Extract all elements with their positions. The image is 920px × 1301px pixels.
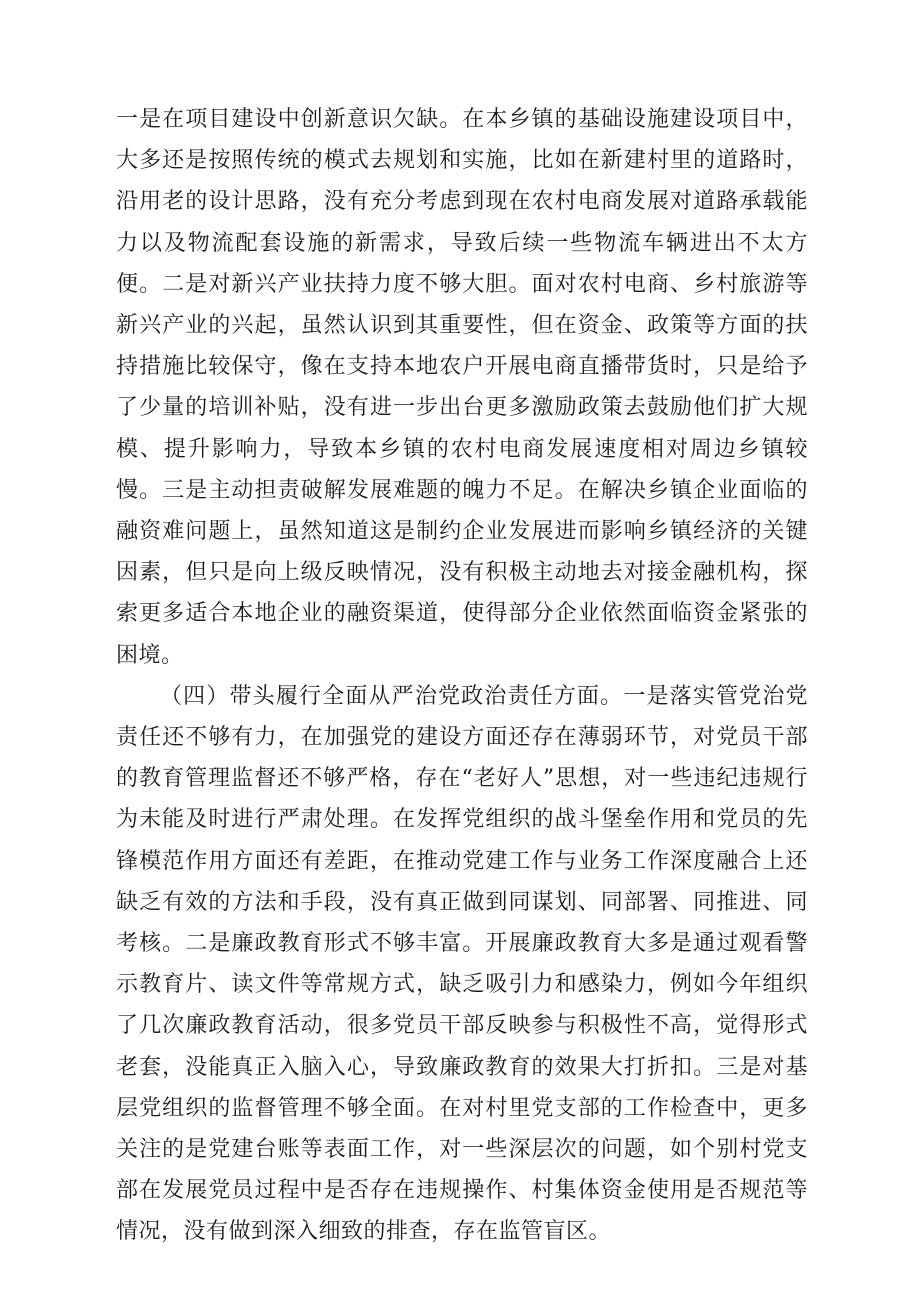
document-body bbox=[116, 99, 808, 1253]
paragraph-continued: 一是在项目建设中创新意识欠缺。在本乡镇的基础设施建设项目中，大多还是按照传统的模式去规划和实施，比如在新建村里的道路时，沿用老的设计思路，没有充分考虑到现在农村电商发展对道路承载能力以及物流配套设施的新需求，导致后续一些物流车辆进出不太方便。二是对新兴产业扶持力度不够大胆。面对农村电商、乡村旅游等新兴产业的兴起，虽然认识到其重要性，但在资金、政策等方面的扶持措施比较保守，像在支持本地农户开展电商直播带货时，只是给予了少量的培训补贴，没有进一步出台更多激励政策去鼓励他们扩大规模、提升影响力，导致本乡镇的农村电商发展速度相对周边乡镇较慢。三是主动担责破解发展难题的魄力不足。在解决乡镇企业面临的融资难问题上，虽然知道这是制约企业发展进而影响乡镇经济的关键因素，但只是向上级反映情况，没有积极主动地去对接金融机构，探索更多适合本地企业的融资渠道，使得部分企业依然面临资金紧张的困境。 bbox=[116, 107, 808, 668]
paragraph-section-four: （四）带头履行全面从严治党政治责任方面。一是落实管党治党责任还不够有力，在加强党的建设方面还存在薄弱环节，对党员干部的教育管理监督还不够严格，存在“老好人”思想，对一些违纪违规行为未能及时进行严肃处理。在发挥党组织的战斗堡垒作用和党员的先锋模范作用方面还有差距，在推动党建工作与业务工作深度融合上还缺乏有效的方法和手段，没有真正做到同谋划、同部署、同推进、同考核。二是廉政教育形式不够丰富。开展廉政教育大多是通过观看警示教育片、读文件等常规方式，缺乏吸引力和感染力，例如今年组织了几次廉政教育活动，很多党员干部反映参与积极性不高，觉得形式老套，没能真正入脑入心，导致廉政教育的效果大打折扣。三是对基层党组织的监督管理不够全面。在对村里党支部的工作检查中，更多关注的是党建台账等表面工作，对一些深层次的问题，如个别村党支部在发展党员过程中是否存在违规操作、村集体资金使用是否规范等情况，没有做到深入细致的排查，存在监管盲区。 bbox=[116, 683, 808, 1245]
